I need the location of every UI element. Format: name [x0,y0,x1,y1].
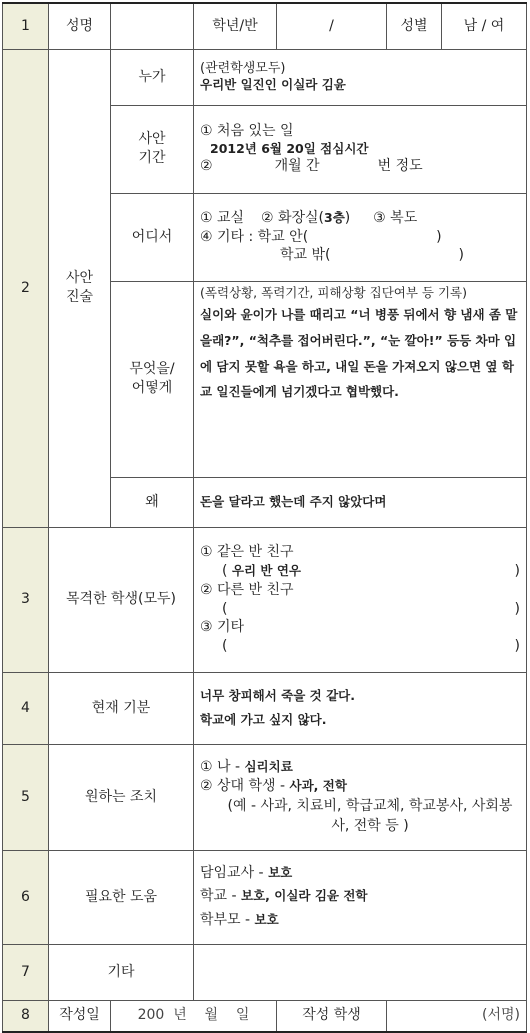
desired-action-example: (예 - 사과, 치료비, 학급교체, 학교봉사, 사회봉사, 전학 등 ) [227,797,513,834]
paren-close: ) [514,562,520,579]
help-school-answer: 보호, 이실라 김윤 전학 [241,888,368,904]
where-inside-prefix: ④ 기타 : 학교 안( [200,228,309,245]
who-answer: 우리반 일진인 이실라 김윤 [200,77,346,93]
writer-label: 작성 학생 [277,1000,387,1032]
gender-label: 성별 [387,3,442,49]
period-option-first: ① 처음 있는 일 [200,122,294,139]
desired-action-other-answer: 사과, 전학 [289,777,347,793]
who-label: 누가 [111,49,194,105]
help-parents [200,909,520,932]
row-number: 5 [3,744,49,850]
report-form [2,2,526,1028]
what-how-label-line1: 무엇을/ [129,361,175,378]
paren-close: ) [514,638,520,655]
witness-same-class-paren [200,562,520,581]
why-answer[interactable]: 돈을 달라고 했는데 주지 않았다며 [194,477,527,527]
period-field[interactable] [194,105,527,193]
statement-label-line2: 진술 [65,289,94,305]
needed-help-label: 필요한 도움 [49,850,194,944]
statement-label [49,49,111,527]
row-number: 7 [3,944,49,1000]
desired-action-label: 원하는 조치 [49,744,194,850]
witnesses-field[interactable] [194,527,527,672]
where-label: 어디서 [111,193,194,281]
what-how-hint: (폭력상황, 폭력기간, 피해상황 집단여부 등 기록) [200,284,467,300]
row-number: 4 [3,672,49,744]
report-table [2,2,527,1033]
where-classroom: ① 교실 [200,209,245,226]
why-label: 왜 [111,477,194,527]
desired-action-self-prefix: ① 나 - [200,758,245,775]
period-times: 번 정도 [377,158,423,175]
where-restroom-suffix: ) [344,209,351,226]
row-number: 2 [3,49,49,527]
feeling-line2: 학교에 가고 싶지 않다. [200,712,327,727]
name-label: 성명 [49,3,111,49]
desired-action-field[interactable] [194,744,527,850]
period-months: 개월 간 [274,158,320,175]
period-label-line1: 사안 [138,131,166,148]
where-line-3 [200,246,520,265]
paren-open: ( [222,562,228,579]
where-field[interactable] [194,193,527,281]
help-parents-prefix: 학부모 - [200,911,255,928]
feeling-line1: 너무 창피해서 죽을 것 같다. [200,688,355,704]
row-name [3,3,527,49]
other-field[interactable] [194,944,527,1000]
witness-other-class-paren [200,600,520,619]
row-number: 1 [3,3,49,49]
feeling-label: 현재 기분 [49,672,194,744]
row-witnesses [3,527,527,672]
desired-action-other-prefix: ② 상대 학생 - [200,777,290,794]
help-teacher-answer: 보호 [268,865,293,881]
grade-class-field[interactable]: / [277,3,387,49]
where-line-1 [200,209,520,228]
who-field[interactable] [194,49,527,105]
needed-help-field[interactable] [194,850,527,944]
help-teacher-prefix: 담임교사 - [200,865,269,882]
where-outside-prefix: 학교 밖( [280,247,331,264]
what-how-answer: 실이와 윤이가 나를 때리고 “너 병풍 뒤에서 향 냄새 좀 맡을래?”, “척추를 접어버린다.”, “눈 깔아!” 등등 차마 입에 담지 못할 욕을 하고, 내일 돈을 가져오지 않으면 옆 학교 일진들에게 넘기겠다고 협박했다. [200,307,518,400]
witness-other-paren [200,637,520,656]
where-line-2 [200,228,520,247]
row-feeling [3,672,527,744]
where-outside-close: ) [458,247,464,264]
name-field[interactable] [111,3,194,49]
desired-action-self-answer: 심리치료 [244,758,293,774]
paren-open: ( [222,638,228,655]
signature-field[interactable]: (서명) [387,1000,527,1032]
row-other [3,944,527,1000]
witnesses-label: 목격한 학생(모두) [49,527,194,672]
period-option-repeated [200,157,520,176]
help-teacher [200,862,520,885]
witness-other-class: ② 다른 반 친구 [200,581,294,598]
where-restroom-prefix: ② 화장실( [260,209,325,226]
grade-label: 학년/반 [194,3,277,49]
period-first-answer: 2012년 6월 20일 점심시간 [210,140,369,156]
witness-same-class: ① 같은 반 친구 [200,543,294,560]
what-how-field[interactable] [194,281,527,477]
help-school-prefix: 학교 - [200,888,242,905]
period-option-mark: ② [200,158,213,175]
feeling-field[interactable] [194,672,527,744]
witness-other: ③ 기타 [200,619,245,636]
paren-close: ) [514,600,520,617]
help-parents-answer: 보호 [254,911,279,927]
row-needed-help [3,850,527,944]
row-number: 6 [3,850,49,944]
row-signature [3,1000,527,1032]
row-number: 8 [3,1000,49,1032]
witness-same-class-answer: 우리 반 연우 [231,562,302,578]
paren-open: ( [222,600,228,617]
row-number: 3 [3,527,49,672]
row-desired-action [3,744,527,850]
other-label: 기타 [49,944,194,1000]
where-hallway: ③ 복도 [373,209,418,226]
gender-field[interactable]: 남 / 여 [442,3,527,49]
where-inside-close: ) [436,228,442,245]
help-school [200,885,520,908]
date-label: 작성일 [49,1000,111,1032]
desired-action-self [200,758,520,777]
where-restroom-answer: 3층 [324,209,345,225]
statement-label-line1: 사안 [65,270,94,287]
desired-action-other [200,777,520,796]
period-label-line2: 기간 [138,150,166,166]
who-hint: (관련학생모두) [200,60,286,76]
what-how-label [111,281,194,477]
period-label [111,105,194,193]
date-field[interactable]: 200 년 월 일 [111,1000,277,1032]
row-who [3,49,527,105]
what-how-label-line2: 어떻게 [131,380,173,396]
